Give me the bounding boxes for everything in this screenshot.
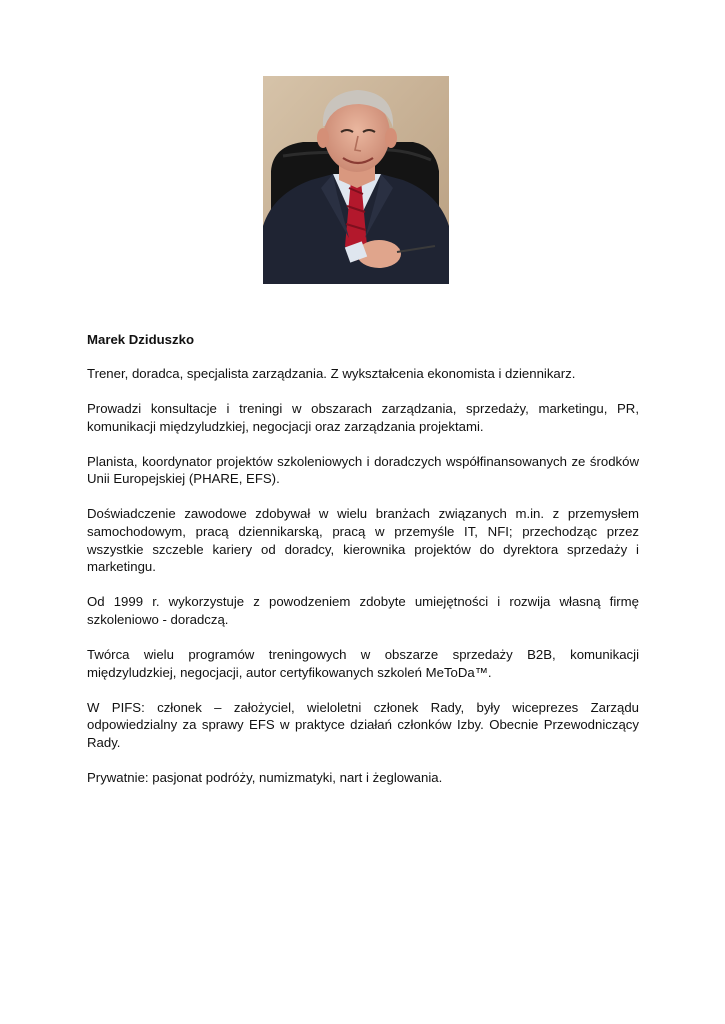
bio-paragraph-1: Trener, doradca, specjalista zarządzania. Z wykształcenia ekonomista i dziennikarz.	[87, 366, 576, 381]
bio-paragraph-6: Twórca wielu programów treningowych w obszarze sprzedaży B2B, komunikacji międzyludzkiej, negocjacji, autor certyfikowanych szkoleń MeToDa™.	[87, 647, 639, 680]
bio-paragraph-5: Od 1999 r. wykorzystuje z powodzeniem zdobyte umiejętności i rozwija własną firmę szkoleniowo - doradczą.	[87, 594, 639, 627]
biography-text	[87, 331, 639, 804]
bio-paragraph-3: Planista, koordynator projektów szkoleniowych i doradczych współfinansowanych ze środków Unii Europejskiej (PHARE, EFS).	[87, 453, 639, 487]
bio-paragraph-7: W PIFS: członek – założyciel, wieloletni członek Rady, były wiceprezes Zarządu odpowiedzialny za sprawy EFS w praktyce działań członków Izby. Obecnie Przewodniczący Rady.	[87, 699, 639, 750]
portrait-photo	[263, 76, 449, 284]
person-name: Marek Dziduszko	[87, 332, 194, 347]
bio-paragraph-8: Prywatnie: pasjonat podróży, numizmatyki, nart i żeglowania.	[87, 770, 443, 785]
bio-paragraph-4: Doświadczenie zawodowe zdobywał w wielu branżach związanych m.in. z przemysłem samochodowym, pracą dziennikarską, pracą w przemyśle IT, NFI; przechodząc przez wszystkie szczeble kariery od doradcy, kierownika projektów do dyrektora sprzedaży i marketingu.	[87, 506, 639, 575]
bio-paragraph-2: Prowadzi konsultacje i treningi w obszarach zarządzania, sprzedaży, marketingu, PR, komunikacji międzyludzkiej, negocjacji oraz zarządzania projektami.	[87, 401, 639, 434]
portrait-illustration	[263, 76, 449, 284]
